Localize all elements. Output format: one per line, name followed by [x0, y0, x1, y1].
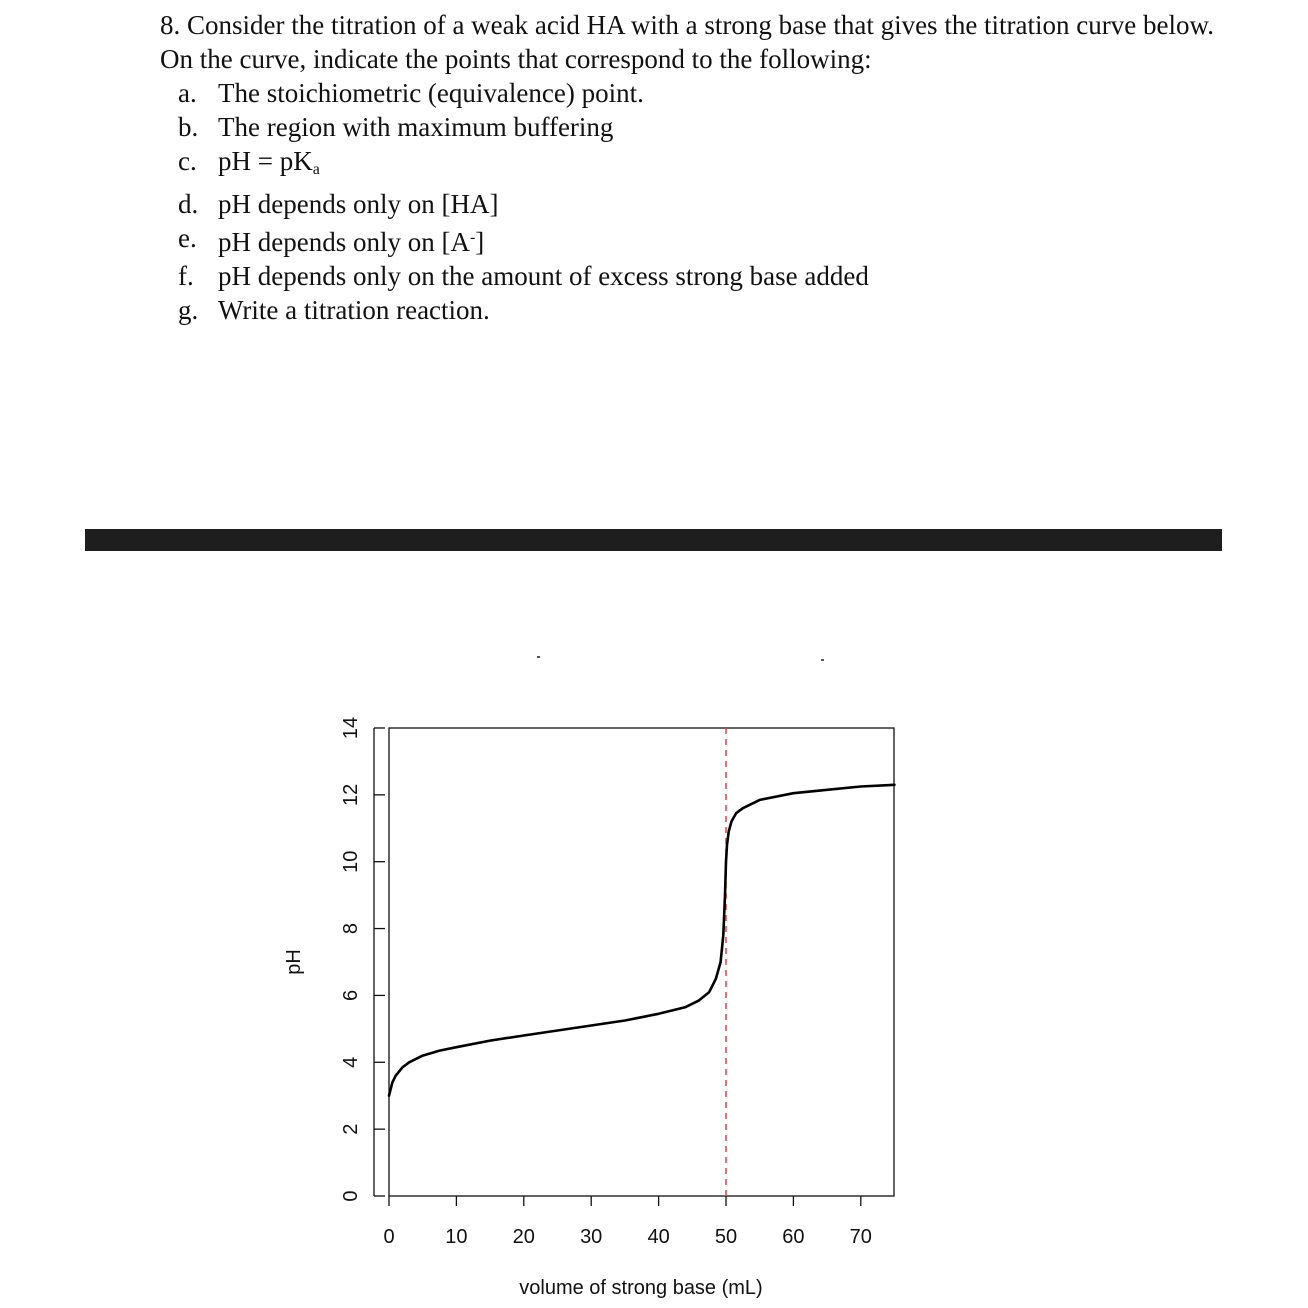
x-tick-label: 70 — [849, 1226, 872, 1248]
item-letter: f. — [178, 261, 194, 291]
x-axis — [383, 1196, 871, 1248]
item-text-end: ] — [475, 227, 485, 257]
item-text: pH = pK — [218, 146, 313, 176]
x-tick-label: 50 — [714, 1226, 738, 1248]
item-text: pH depends only on [A — [218, 227, 470, 257]
x-axis-label: volume of strong base (mL) — [519, 1277, 763, 1299]
x-tick-label: 0 — [383, 1226, 395, 1248]
item-text: pH depends only on [HA] — [218, 189, 499, 219]
item-superscript: - — [469, 229, 476, 246]
y-tick-label: 4 — [340, 1056, 362, 1068]
question-intro: 8. Consider the titration of a weak acid HA with a strong base that gives the titration curve below. On the curve, indicate the points that correspond to the following: — [160, 10, 1214, 74]
item-letter: d. — [178, 189, 199, 219]
x-tick-label: 40 — [647, 1226, 670, 1248]
plot-frame — [389, 728, 894, 1196]
y-tick-label: 6 — [340, 989, 362, 1001]
item-text: pH depends only on the amount of excess strong base added — [218, 261, 869, 291]
y-tick-label: 12 — [340, 783, 362, 806]
y-tick-label: 10 — [340, 850, 362, 873]
y-axis — [340, 717, 385, 1202]
item-letter: b. — [178, 112, 199, 142]
curve-group — [389, 785, 895, 1096]
x-tick-label: 60 — [782, 1226, 805, 1248]
item-text: The region with maximum buffering — [218, 112, 614, 142]
item-letter: a. — [178, 78, 197, 108]
item-subscript: a — [312, 161, 320, 178]
y-tick-label: 2 — [340, 1123, 362, 1135]
y-tick-label: 8 — [340, 922, 362, 935]
item-letter: c. — [178, 146, 197, 176]
x-tick-label: 20 — [512, 1226, 535, 1248]
item-text: Write a titration reaction. — [218, 295, 490, 325]
item-letter: e. — [178, 223, 197, 253]
titration-curve — [389, 785, 895, 1096]
y-tick-label: 14 — [340, 716, 362, 740]
item-letter: g. — [178, 295, 199, 325]
y-axis-label: pH — [283, 949, 305, 975]
x-tick-label: 10 — [445, 1226, 468, 1248]
plot-border — [389, 728, 894, 1196]
item-text: The stoichiometric (equivalence) point. — [218, 78, 644, 108]
x-tick-label: 30 — [580, 1226, 603, 1248]
y-tick-label: 0 — [340, 1190, 362, 1202]
